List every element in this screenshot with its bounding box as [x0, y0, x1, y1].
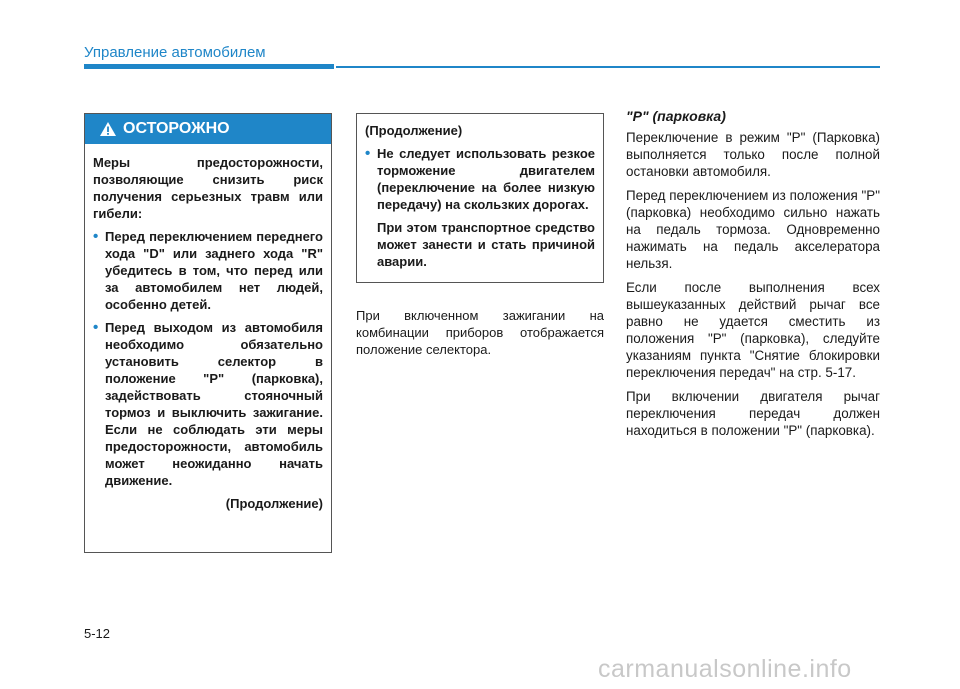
continued-box — [356, 113, 604, 283]
bullet-dot: • — [93, 228, 99, 245]
header-rule-thick — [84, 64, 334, 69]
bullet-dot: • — [93, 319, 99, 336]
park-heading: "P" (парковка) — [626, 108, 726, 124]
continued-bullet — [365, 145, 595, 213]
warning-bullet-text: Перед переключением переднего хода "D" или заднего хода "R" убедитесь в том, что перед или за автомобилем нет людей, особенно детей. — [105, 229, 323, 312]
warning-header — [85, 114, 331, 144]
continued-bullet-text: Не следует использовать резкое торможение двигателем (переключение на более низкую передачу) на скользких дорогах. — [377, 146, 595, 212]
continued-title: (Продолжение) — [365, 123, 463, 138]
page-number: 5-12 — [84, 626, 111, 641]
warning-bullet — [93, 228, 323, 313]
right-paragraph: При включении двигателя рычаг переключения передач должен находиться в положении "P" (парковка). — [626, 389, 880, 438]
header-rule-thin — [336, 66, 880, 68]
middle-paragraph: При включенном зажигании на комбинации приборов отображается положение селектора. — [356, 308, 604, 357]
right-paragraph: Перед переключением из положения "P" (парковка) необходимо сильно нажать на педаль тормоза. Одновременно нажимать на педаль акселератора нельзя. — [626, 188, 880, 271]
warning-continued: (Продолжение) — [225, 496, 323, 511]
warning-intro: Меры предосторожности, позволяющие снизить риск получения серьезных травм или гибели: — [93, 155, 323, 221]
right-column — [626, 108, 880, 446]
bullet-dot: • — [365, 145, 371, 162]
warning-triangle-icon — [99, 121, 117, 137]
watermark: carmanualsonline.info — [598, 655, 852, 683]
right-paragraph: Если после выполнения всех вышеуказанных действий рычаг все равно не удается сместить из положения "P" (парковка), следуйте указаниям пункта "Снятие блокировки переключения передач" на стр. 5-17. — [626, 280, 880, 380]
continued-note: При этом транспортное средство может занести и стать причиной аварии. — [377, 220, 595, 269]
section-title: Управление автомобилем — [84, 44, 266, 61]
warning-box — [84, 113, 332, 553]
right-paragraph: Переключение в режим "P" (Парковка) выполняется только после полной остановки автомобиля. — [626, 130, 880, 179]
warning-title: ОСТОРОЖНО — [123, 120, 230, 137]
warning-bullet-text: Перед выходом из автомобиля необходимо обязательно установить селектор в положение "P" (парковка), задействовать стояночный тормоз и выключить зажигание. Если не соблюдать эти меры предосторожности, автомобиль может неожиданно начать движение. — [105, 320, 323, 488]
warning-bullet — [93, 319, 323, 489]
